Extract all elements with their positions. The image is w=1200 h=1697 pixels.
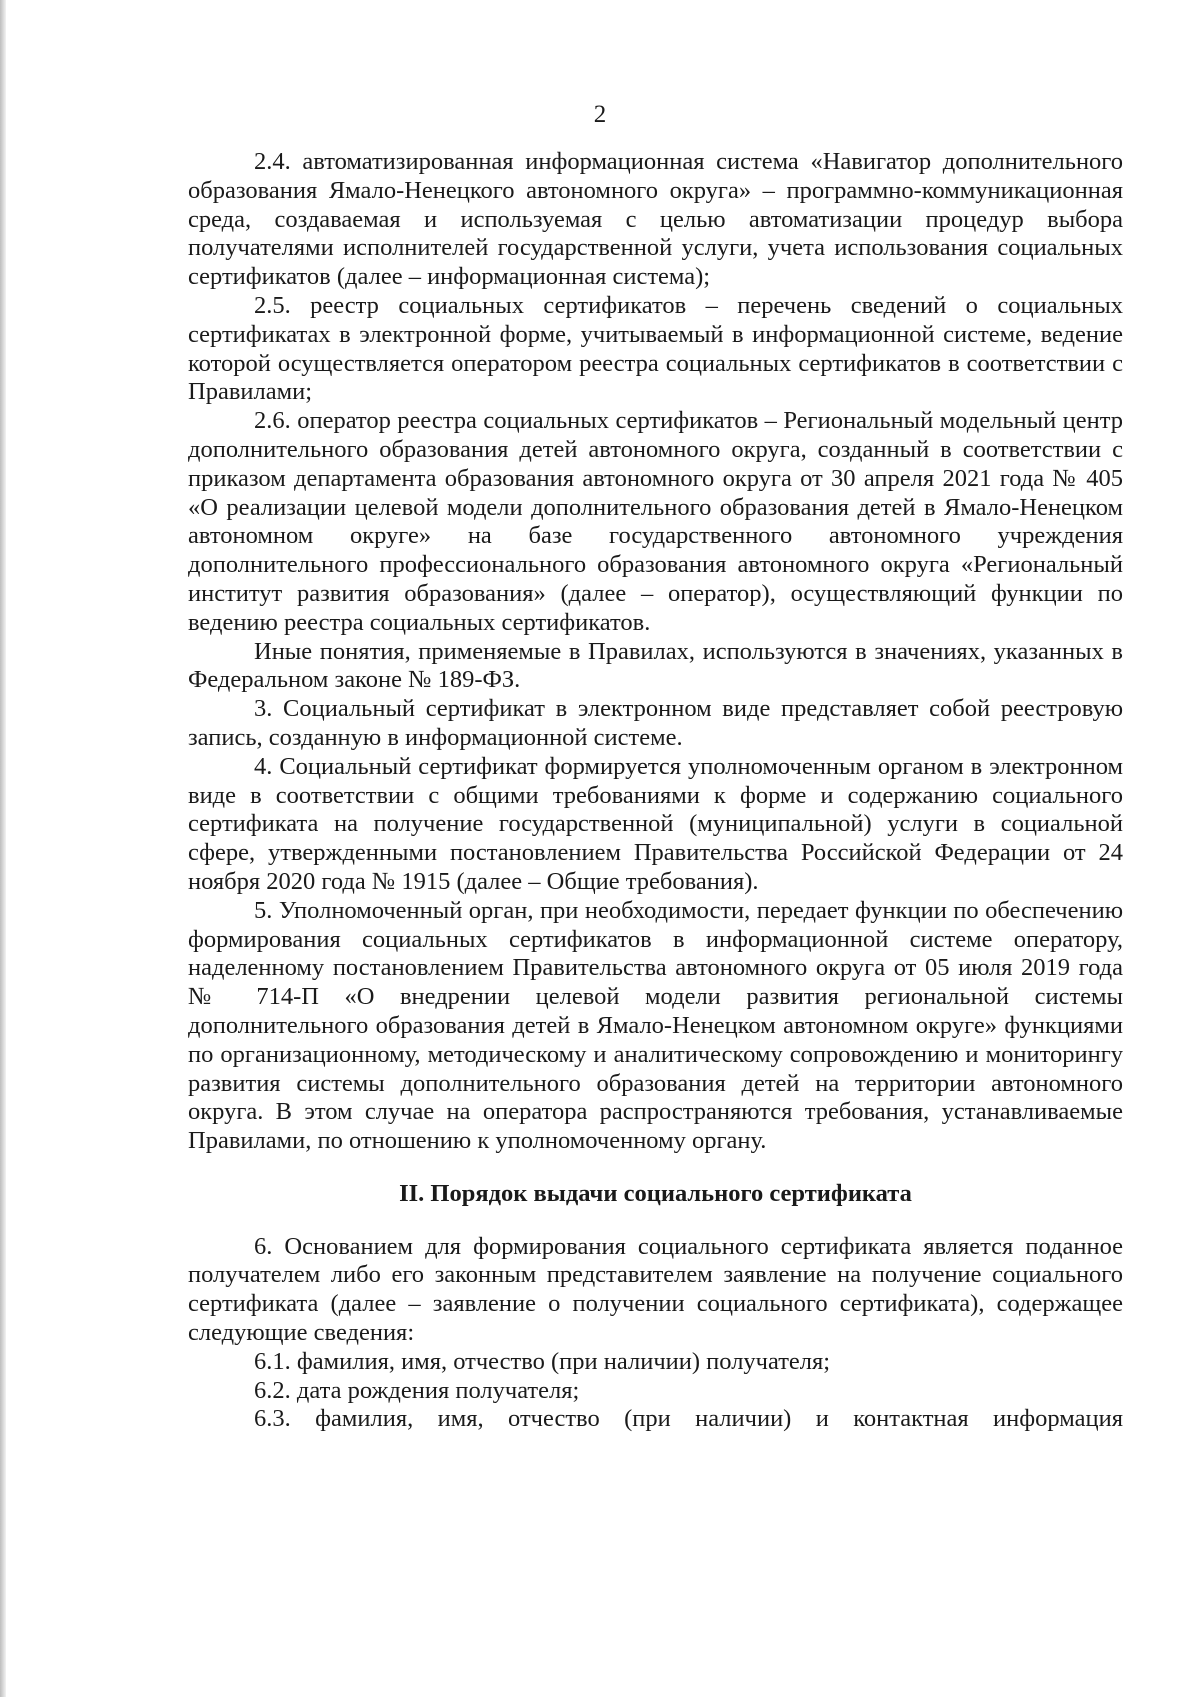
scan-edge-shadow xyxy=(0,0,6,1697)
section-heading: II. Порядок выдачи социального сертификата xyxy=(399,1179,912,1207)
paragraph-2-6: 2.6. оператор реестра социальных сертификатов – Региональный модельный центр дополнительного образования детей автономного округа, созданный в соответствии с приказом департамента образования автономного округа от 30 апреля 2021 года № 405 «О реализации целевой модели дополнительного образования детей в Ямало-Ненецком автономном округе» на базе государственного автономного учреждения дополнительного профессионального образования автономного округа «Региональный институт развития образования» (далее – оператор), осуществляющий функции по ведению реестра социальных сертификатов. xyxy=(188,407,1123,636)
paragraph-6-1: 6.1. фамилия, имя, отчество (при наличии) получателя; xyxy=(254,1347,831,1375)
paragraph-other-terms: Иные понятия, применяемые в Правилах, используются в значениях, указанных в Федеральном законе № 189-ФЗ. xyxy=(188,637,1123,694)
paragraph-2-4: 2.4. автоматизированная информационная система «Навигатор дополнительного образования Ямало-Ненецкого автономного округа» – программно-коммуникационная среда, создаваемая и используемая с целью автоматизации процедур выбора получателями исполнителей государственной услуги, учета использования социальных сертификатов (далее – информационная система); xyxy=(188,148,1123,291)
paragraph-2-5: 2.5. реестр социальных сертификатов – перечень сведений о социальных сертификатах в электронной форме, учитываемый в информационной системе, ведение которой осуществляется оператором реестра социальных сертификатов в соответствии с Правилами; xyxy=(188,291,1123,406)
paragraph-6: 6. Основанием для формирования социального сертификата является поданное получателем либо его законным представителем заявление на получение социального сертификата (далее – заявление о получении социального сертификата), содержащее следующие сведения: xyxy=(188,1232,1123,1347)
document-body xyxy=(188,148,1123,1434)
paragraph-4: 4. Социальный сертификат формируется уполномоченным органом в электронном виде в соответствии с общими требованиями к форме и содержанию социального сертификата на получение государственной (муниципальной) услуги в социальной сфере, утвержденными постановлением Правительства Российской Федерации от 24 ноября 2020 года № 1915 (далее – Общие требования). xyxy=(188,752,1123,895)
paragraph-5: 5. Уполномоченный орган, при необходимости, передает функции по обеспечению формирования социальных сертификатов в информационной системе оператору, наделенному постановлением Правительства автономного округа от 05 июля 2019 года № 714-П «О внедрении целевой модели развития региональной системы дополнительного образования детей в Ямало-Ненецком автономном округе» функциями по организационному, методическому и аналитическому сопровождению и мониторингу развития системы дополнительного образования детей на территории автономного округа. В этом случае на оператора распространяются требования, устанавливаемые Правилами, по отношению к уполномоченному органу. xyxy=(188,896,1123,1155)
page-number: 2 xyxy=(593,101,607,128)
paragraph-6-3: 6.3. фамилия, имя, отчество (при наличии) и контактная информация xyxy=(254,1405,1123,1433)
paragraph-6-2: 6.2. дата рождения получателя; xyxy=(254,1376,580,1404)
paragraph-3: 3. Социальный сертификат в электронном виде представляет собой реестровую запись, созданную в информационной системе. xyxy=(188,695,1123,751)
